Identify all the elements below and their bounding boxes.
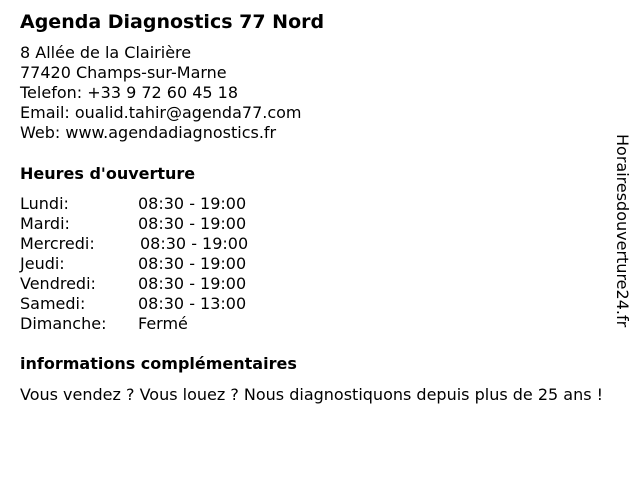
hours-day: Samedi:: [20, 294, 86, 313]
contact-block: [20, 43, 302, 143]
hours-time: 08:30 - 19:00: [138, 194, 247, 213]
address-line-1: 8 Allée de la Clairière: [20, 43, 192, 62]
address-line-2: 77420 Champs-sur-Marne: [20, 63, 227, 82]
hours-time: 08:30 - 19:00: [140, 234, 249, 253]
site-watermark-label: Horairesdouverture24.fr: [613, 134, 632, 328]
hours-time: 08:30 - 19:00: [138, 254, 247, 273]
business-title: Agenda Diagnostics 77 Nord: [20, 11, 325, 33]
info-heading: informations complémentaires: [20, 354, 297, 373]
web-line: Web: www.agendadiagnostics.fr: [20, 123, 277, 142]
email-line: Email: oualid.tahir@agenda77.com: [20, 103, 302, 122]
phone-line: Telefon: +33 9 72 60 45 18: [20, 83, 239, 102]
hours-time: Fermé: [138, 314, 188, 333]
hours-day: Mercredi:: [20, 234, 95, 253]
info-text: Vous vendez ? Vous louez ? Nous diagnostiquons depuis plus de 25 ans !: [20, 385, 604, 404]
hours-time: 08:30 - 19:00: [138, 274, 247, 293]
hours-heading: Heures d'ouverture: [20, 164, 196, 183]
hours-time: 08:30 - 19:00: [138, 214, 247, 233]
hours-day: Jeudi:: [20, 254, 65, 273]
hours-day: Vendredi:: [20, 274, 96, 293]
hours-day: Mardi:: [20, 214, 70, 233]
hours-day: Lundi:: [20, 194, 69, 213]
hours-day: Dimanche:: [20, 314, 107, 333]
hours-time: 08:30 - 13:00: [138, 294, 247, 313]
